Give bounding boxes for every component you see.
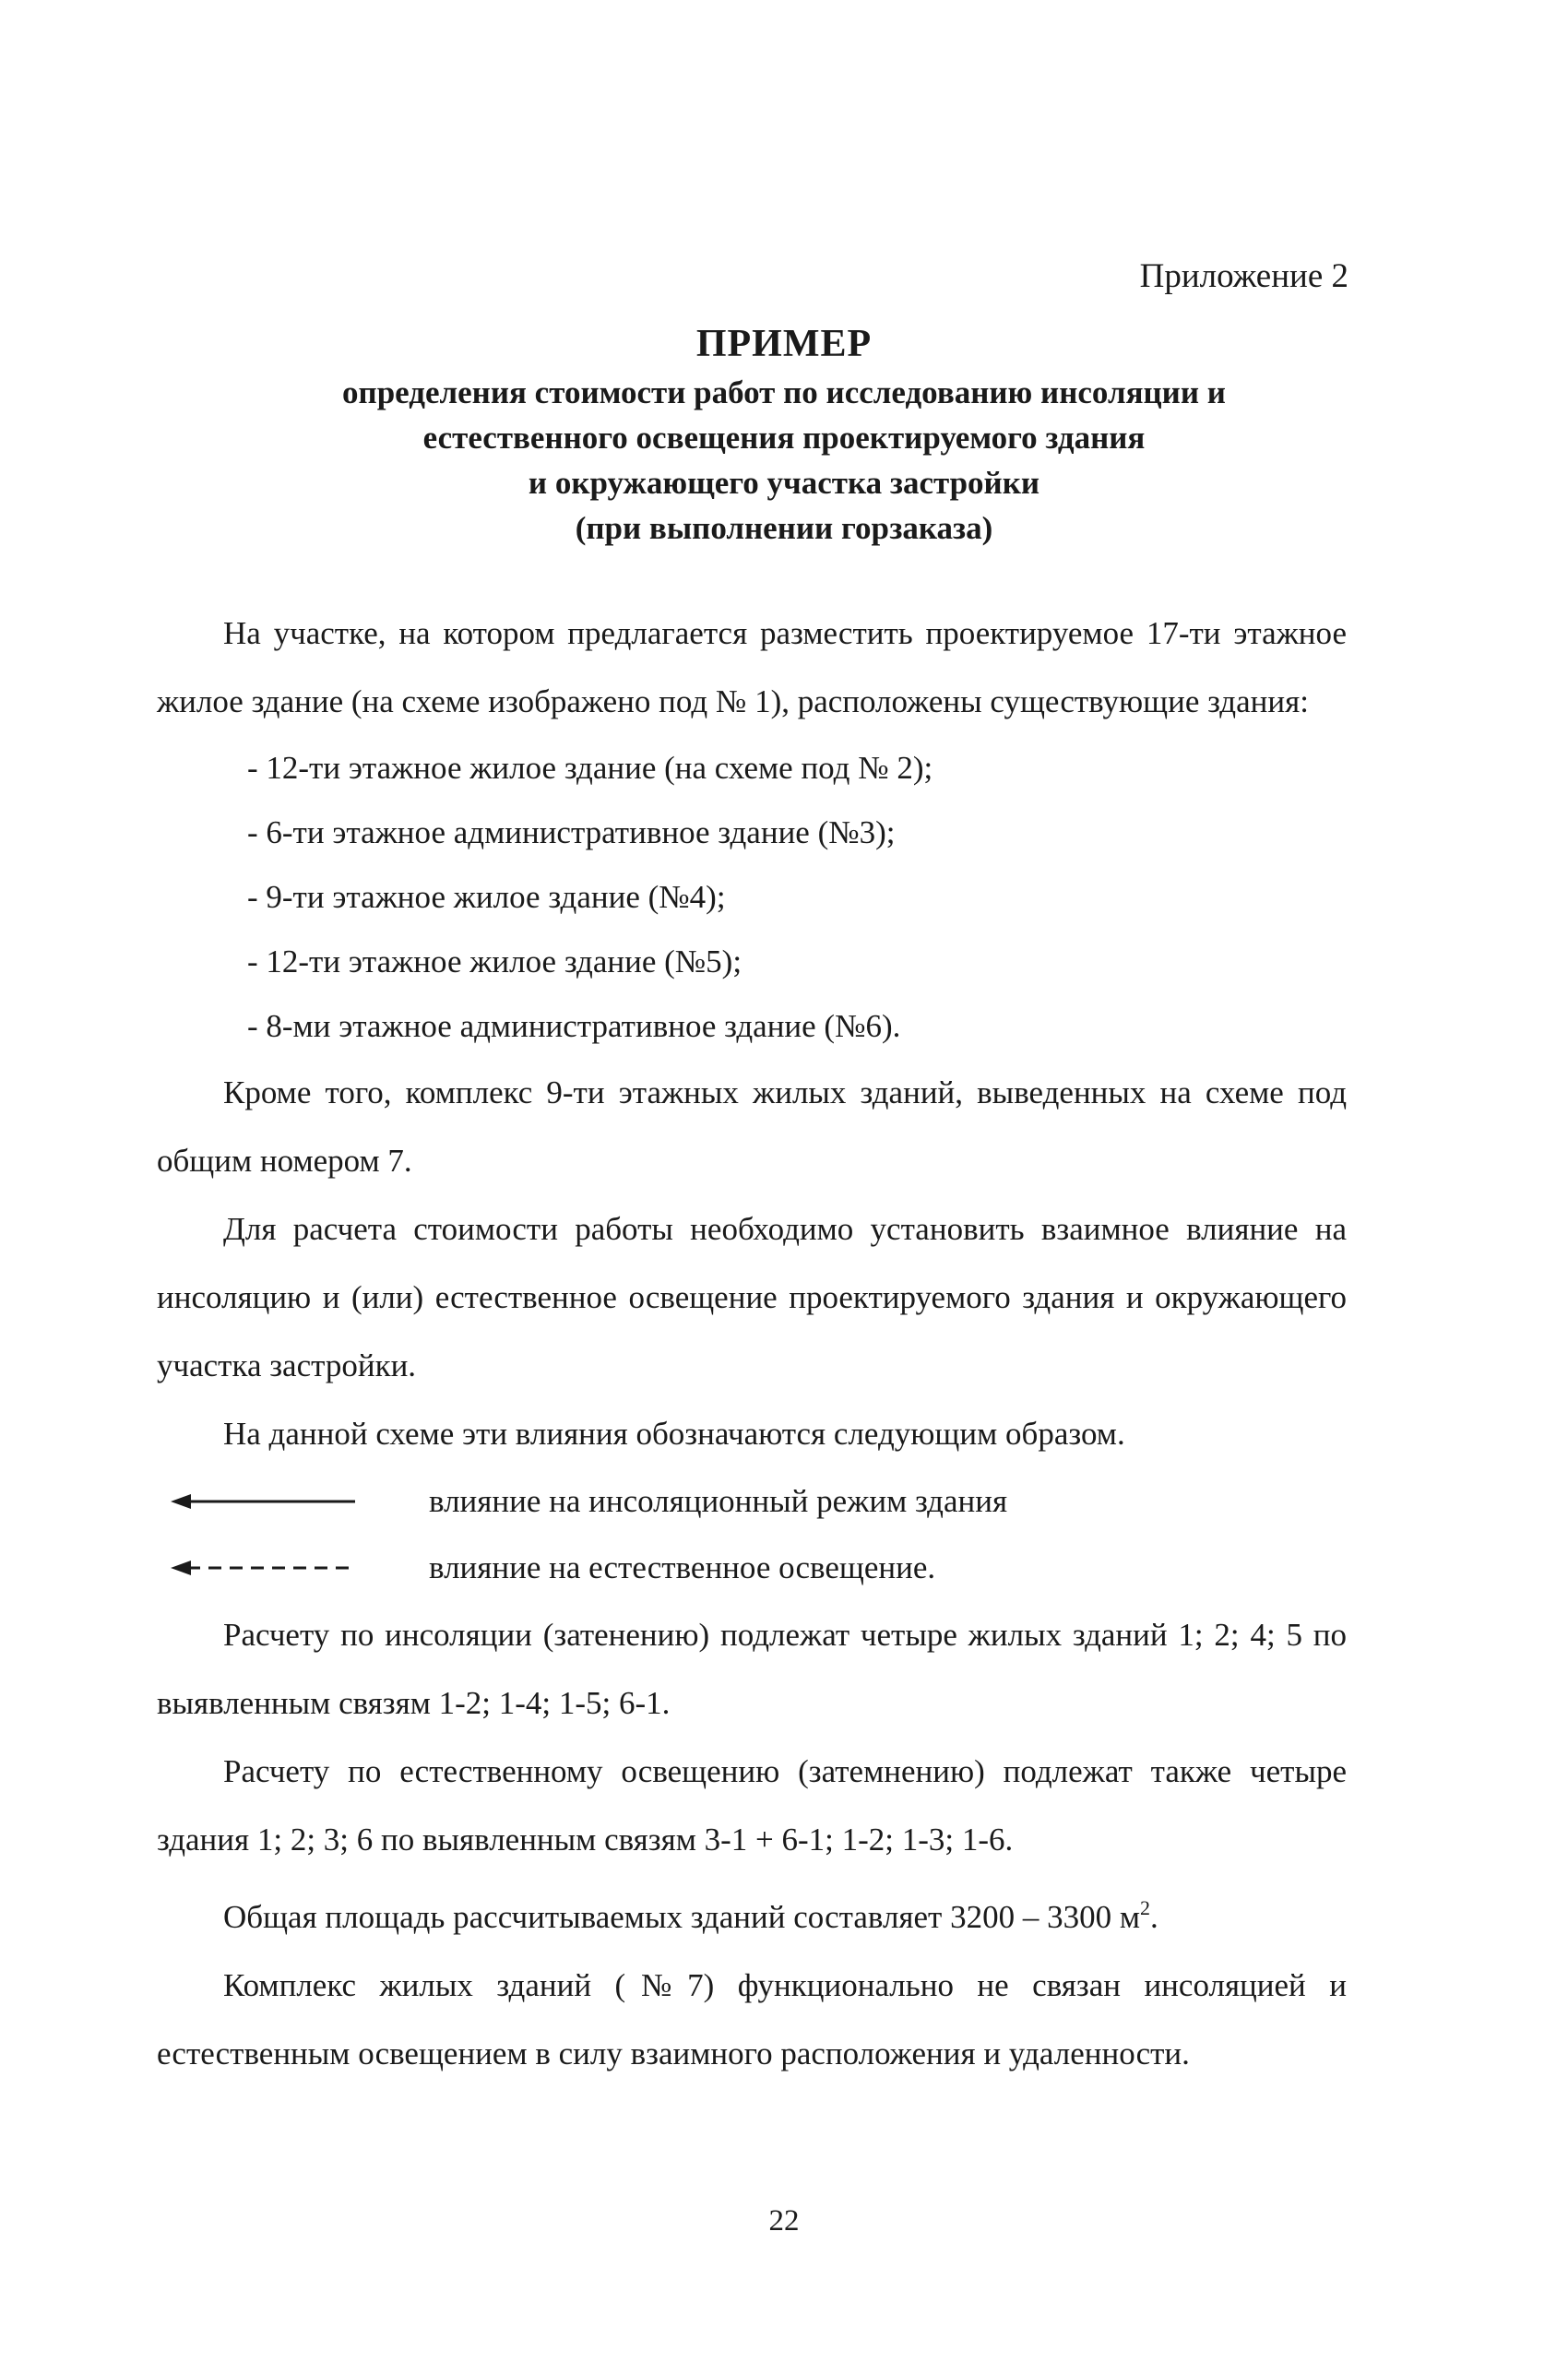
solid-arrow-icon <box>171 1488 355 1515</box>
lighting-paragraph: Расчету по естественному освещению (затемнению) подлежат также четыре здания 1; 2; 3; 6 по выявленным связям 3-1 + 6-1; 1-2; 1-3; 1-6. <box>157 1753 1347 1858</box>
area-exponent: 2 <box>1140 1896 1150 1919</box>
existing-buildings-list <box>157 736 1347 1059</box>
dashed-arrow-icon <box>171 1554 355 1582</box>
area-paragraph <box>157 1874 1347 1952</box>
intro-paragraph: На участке, на котором предлагается разместить проектируемое 17-ти этажное жилое здание (на схеме изображено под № 1), расположены существующие здания: <box>157 615 1347 719</box>
title-line: естественного освещения проектируемого здания <box>422 420 1146 456</box>
insolation-paragraph: Расчету по инсоляции (затенению) подлежат четыре жилых зданий 1; 2; 4; 5 по выявленным связям 1-2; 1-4; 1-5; 6-1. <box>157 1617 1347 1721</box>
title-line: и окружающего участка застройки <box>528 465 1040 501</box>
area-end: . <box>1150 1899 1158 1935</box>
list-item: - 12-ти этажное жилое здание (на схеме под № 2); <box>247 750 933 786</box>
legend-solid <box>157 1468 1347 1535</box>
area-text: Общая площадь рассчитываемых зданий составляет 3200 – 3300 м <box>223 1899 1140 1935</box>
appendix-label: Приложение 2 <box>1139 257 1348 295</box>
title-main: ПРИМЕР <box>695 323 873 365</box>
list-item: - 12-ти этажное жилое здание (№5); <box>247 944 742 979</box>
list-item: - 8-ми этажное административное здание (№6). <box>247 1008 901 1044</box>
final-paragraph: Комплекс жилых зданий (№7) функционально не связан инсоляцией и естественным освещением в силу взаимного расположения и удаленности. <box>157 1967 1347 2071</box>
legend-label: влияние на естественное освещение. <box>429 1549 936 1585</box>
complex-paragraph: Кроме того, комплекс 9-ти этажных жилых зданий, выведенных на схеме под общим номером 7. <box>157 1074 1347 1179</box>
legend-label: влияние на инсоляционный режим здания <box>429 1483 1008 1519</box>
list-item: - 9-ти этажное жилое здание (№4); <box>247 879 726 915</box>
legend-dashed <box>157 1535 1347 1601</box>
legend-intro-paragraph: На данной схеме эти влияния обозначаются следующим образом. <box>223 1416 1125 1452</box>
title-line: определения стоимости работ по исследованию инсоляции и <box>342 374 1226 410</box>
title-line: (при выполнении горзаказа) <box>575 510 993 546</box>
calc-intro-paragraph: Для расчета стоимости работы необходимо установить взаимное влияние на инсоляцию и (или) естественное освещение проектируемого здания и окружающего участка застройки. <box>157 1211 1347 1383</box>
page-number: 22 <box>768 2204 800 2237</box>
list-item: - 6-ти этажное административное здание (№3); <box>247 814 896 850</box>
body-text <box>157 599 1347 2088</box>
title-block <box>0 318 1568 551</box>
